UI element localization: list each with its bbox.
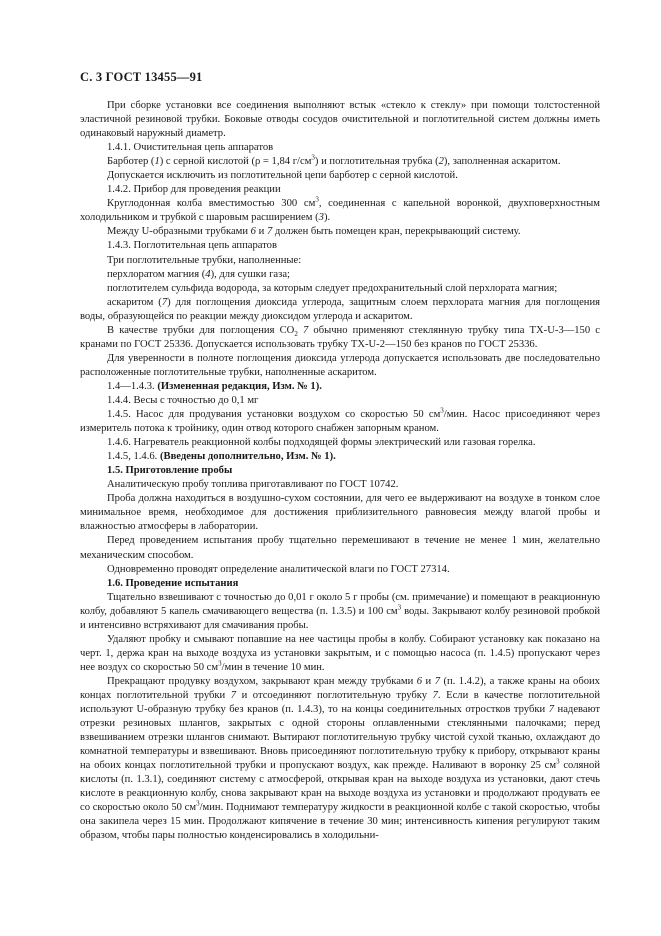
paragraph [80,591,600,633]
ref-number: 7 [548,704,555,716]
text-run: ). [323,212,331,224]
text-run: должен быть помещен кран, перекрывающий систему. [272,226,521,238]
paragraph: Три поглотительные трубки, наполненные: [107,254,302,266]
section-heading [80,464,600,478]
text-run: 1.4.5, 1.4.6. [107,451,160,463]
text-run: /мин. Поднимают температуру жидкости в реакционной колбе с такой скоростью, чтобы она закипела через 15 мин. Продолжают кипячение в течение 30 мин; интенсивность кипения регулируют таким образом, чтобы пары полностью конденсировались в холодильни- [80,802,600,842]
text-run: аскаритом ( [107,296,162,308]
paragraph [80,633,600,675]
ref-number: 6 [250,226,256,238]
text-run: Удаляют пробку и смывают попавшие на нее частицы пробы в колбу. Собирают установку как показано на черт. 1, держа кран на выходе воздуха из установки закрытым, и с помощью насоса (п. 1.4.5) пропускают через нее воздух со скоростью 50 см [80,633,600,673]
ref-number: 7 [230,689,237,701]
text-run: Барботер ( [107,156,155,168]
paragraph: Допускается исключить из поглотительной цепи барботер с серной кислотой. [107,170,458,182]
text-run: Прекращают продувку воздухом, закрывают кран между трубками [107,675,417,687]
text-run: Тщательно взвешивают с точностью до 0,01 г около 5 г пробы (см. примечание) и помещают в реакционную колбу, добавляют 5 капель смачивающего вещества (п. 1.3.5) и 100 см [80,591,600,617]
paragraph [80,155,600,169]
text-run: воды. Закрывают колбу резиновой пробкой и интенсивно встряхивают для смачивания пробы. [80,605,600,631]
ref-number: 6 [416,675,423,687]
text-run: ), для сушки газа; [210,268,290,280]
text-run: обычно применяют стеклянную трубку типа ТХ-U-3—150 с кранами по ГОСТ 25336. Допускается использовать трубку ТХ-U-2—150 без кранов по ГОСТ 25336. [80,324,601,350]
paragraph: поглотителем сульфида водорода, за которым следует предохранительный слой перхлората магния; [107,282,558,294]
document-body [80,99,600,843]
text-run: 1.4.5. Насос для продувания установки воздухом со скоростью 50 см [107,409,441,421]
superscript: 3 [556,757,560,766]
text-run: и отсоединяют поглотительную трубку [236,689,433,701]
paragraph: Одновременно проводят определение аналитической влаги по ГОСТ 27314. [107,563,450,575]
superscript: 3 [440,406,444,415]
paragraph: 1.4.4. Весы с точностью до 0,1 мг [107,394,259,406]
paragraph [80,225,600,239]
paragraph: 1.4.1. Очистительная цепь аппаратов [107,142,274,154]
paragraph [80,197,600,225]
text-run: /мин. Насос присоединяют через измеритель потока к тройнику, один отвод которого снабжен запорным краном. [80,409,600,435]
text-run: В качестве трубки для поглощения CO [107,324,295,336]
ref-number: 7 [161,296,168,308]
amendment-note: (Измененная редакция, Изм. № 1). [157,380,322,392]
amendment-note: (Введены дополнительно, Изм. № 1). [159,451,336,463]
text-run: /мин в течение 10 мин. [221,661,325,673]
text-run: . Если в качестве поглотительной используют U-образную трубку без кранов (п. 1.4.3), то на концы соединительных отростков трубки [80,689,600,716]
paragraph: Проба должна находиться в воздушно-сухом состоянии, для чего ее выдерживают на воздухе в тонком слое минимальное время, необходимое для достижения приблизительного равновесия между влагой пробы и влажностью атмосферы в лаборатории. [80,493,600,533]
ref-number: 4 [205,268,211,280]
ref-number: 7 [434,675,440,687]
ref-number: 7 [302,324,309,336]
text-run: и [422,675,435,687]
text-run: ) для поглощения диоксида углерода, защитным слоем перхлората магния для поглощения воды, образующейся по реакции между диоксидом углерода и аскаритом. [80,296,600,322]
text-run: перхлоратом магния ( [107,268,206,280]
superscript: 3 [218,659,222,668]
section-heading-text: 1.5. Приготовление пробы [107,465,233,477]
text-run: и [255,226,267,238]
text-run: надевают отрезки резиновых шлангов, закрытых с одной стороны оплавленными стеклянными палочками; перед взвешиванием отрезки шлангов снимают. Вытирают поглотительную трубку чистой сухой тканью, охлаждают до комнатной температуры и взвешивают. Вновь присоединяют поглотительную трубку к прибору, открывают краны на обоих концах поглотительной трубки и пропускают воздух, как прежде. Наливают в воронку 25 см [80,704,600,772]
superscript: 3 [397,603,402,612]
paragraph [80,408,600,436]
text-run: , соединенная с капельной воронкой, двухповерхностным холодильником и трубкой с шаровым расширением ( [80,198,600,224]
paragraph: Аналитическую пробу топлива приготавливают по ГОСТ 10742. [107,479,399,491]
text-run: соляной кислоты (п. 1.3.1), соединяют систему с атмосферой, открывая кран на выходе воздуха из установки, дают стечь кислоте в реакционную колбу, снова закрывают кран на выходе воздуха из установки и продолжают продувать ее со скоростью около 50 см [80,760,600,814]
paragraph: При сборке установки все соединения выполняют встык «стекло к стеклу» при помощи толстостенной эластичной резиновой трубки. Боковые отводы сосудов очистительной и поглотительной систем должны иметь одинаковый наружный диаметр. [80,100,600,140]
paragraph [80,268,600,282]
superscript: 3 [315,195,319,204]
paragraph [80,324,600,352]
text-run: Между U-образными трубками [107,226,251,238]
ref-number: 2 [438,156,444,168]
ref-number: 3 [318,212,324,224]
paragraph [80,296,600,324]
text-run: ) с серной кислотой (ρ = 1,84 г/см [159,156,312,168]
ref-number: 7 [266,226,273,238]
text-run: (п. 1.4.2), а также краны на обоих концах поглотительной трубки [80,675,600,701]
text-run: 1.4—1.4.3. [107,380,158,392]
paragraph: Перед проведением испытания пробу тщательно перемешивают в течение не менее 1 мин, желательно механическим способом. [80,535,600,561]
paragraph [80,675,600,844]
paragraph [80,450,600,464]
paragraph: 1.4.6. Нагреватель реакционной колбы подходящей формы электрический или газовая горелка. [107,437,536,449]
ref-number: 7 [432,689,438,701]
paragraph: 1.4.3. Поглотительная цепь аппаратов [107,240,277,252]
section-heading-text: 1.6. Проведение испытания [107,577,239,589]
paragraph [80,380,600,394]
paragraph: Для уверенности в полноте поглощения диоксида углерода допускается использовать две последовательно расположенные поглотительные трубки, наполненные аскаритом. [80,352,600,378]
page-header: С. 3 ГОСТ 13455—91 [80,70,203,84]
section-heading [80,577,600,591]
text-run: ), заполненная аскаритом. [443,156,561,168]
subscript: 2 [294,329,298,338]
ref-number: 1 [154,156,160,168]
superscript: 3 [196,799,200,808]
text-run: ) и поглотительная трубка ( [314,156,439,168]
superscript: 3 [311,153,315,162]
paragraph: 1.4.2. Прибор для проведения реакции [107,184,281,196]
text-run: Круглодонная колба вместимостью 300 см [107,198,316,210]
